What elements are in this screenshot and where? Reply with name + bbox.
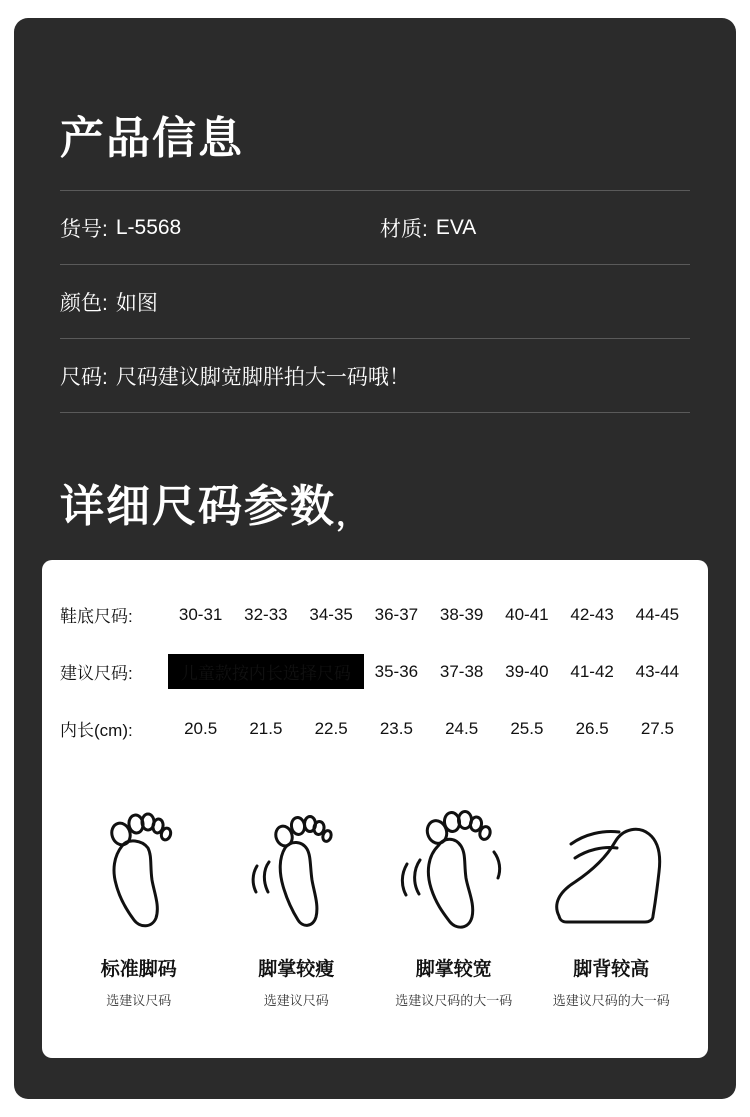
table-cell: 41-42 xyxy=(570,661,614,681)
table-cell: 27.5 xyxy=(640,718,674,738)
table-cell: 25.5 xyxy=(510,718,544,738)
table-cell: 39-40 xyxy=(505,661,549,681)
row-label: 内长(cm): xyxy=(60,721,133,740)
kid-size-note: 儿童款按内长选择尺码 xyxy=(168,654,364,689)
page-title: 产品信息 xyxy=(60,114,244,163)
foot-type-desc: 选建议尺码 xyxy=(106,993,172,1008)
info-cell-material xyxy=(380,213,476,243)
row-values xyxy=(168,605,690,625)
foot-type-desc: 选建议尺码 xyxy=(263,993,329,1008)
table-cell: 30-31 xyxy=(178,604,223,624)
table-cell: 24.5 xyxy=(445,718,479,738)
row-values xyxy=(168,719,690,739)
foot-type-list xyxy=(60,800,690,1009)
table-cell: 20.5 xyxy=(184,718,218,738)
info-value: 如图 xyxy=(115,291,158,315)
info-cell-item-no xyxy=(60,213,380,243)
size-table xyxy=(60,586,690,757)
info-label: 颜色: xyxy=(60,291,108,315)
info-label: 尺码: xyxy=(60,365,108,389)
info-row xyxy=(60,264,690,338)
title-comma: ， xyxy=(336,499,368,532)
foot-type-desc: 选建议尺码的大一码 xyxy=(552,993,670,1008)
table-row xyxy=(60,700,690,757)
foot-type-standard xyxy=(60,800,218,1009)
info-row xyxy=(60,190,690,264)
table-cell: 40-41 xyxy=(505,604,549,624)
foot-type-instep xyxy=(533,800,691,1009)
size-section-title-text: 详细尺码参数 xyxy=(60,482,336,531)
foot-type-wide xyxy=(375,800,533,1009)
info-cell-color xyxy=(60,287,380,317)
table-cell: 43-44 xyxy=(635,661,680,681)
footprint-standard-icon xyxy=(94,800,184,940)
table-cell: 35-36 xyxy=(374,661,419,681)
foot-instep-icon xyxy=(541,800,681,940)
table-cell: 42-43 xyxy=(570,604,614,624)
info-card xyxy=(14,18,736,1099)
foot-type-narrow xyxy=(218,800,376,1009)
info-value: EVA xyxy=(435,215,477,239)
foot-type-desc: 选建议尺码的大一码 xyxy=(395,993,513,1008)
table-cell: 22.5 xyxy=(314,718,348,738)
table-cell: 38-39 xyxy=(439,604,484,624)
table-cell: 32-33 xyxy=(244,604,288,624)
info-label: 货号: xyxy=(60,217,108,241)
table-cell: 34-35 xyxy=(309,604,353,624)
table-cell: 26.5 xyxy=(575,718,609,738)
row-label: 鞋底尺码: xyxy=(60,607,133,626)
info-value: L-5568 xyxy=(115,215,182,239)
info-value: 尺码建议脚宽脚胖拍大一码哦！ xyxy=(115,365,410,389)
table-cell: 37-38 xyxy=(439,661,484,681)
size-section-title xyxy=(60,470,368,534)
table-cell: 36-37 xyxy=(374,604,419,624)
row-values xyxy=(168,654,690,689)
table-row xyxy=(60,586,690,643)
kid-note-wrap xyxy=(168,654,364,689)
foot-type-name: 标准脚码 xyxy=(100,959,177,980)
product-info-table xyxy=(60,190,690,413)
table-cell: 23.5 xyxy=(379,718,413,738)
table-cell: 44-45 xyxy=(635,604,680,624)
row-label: 建议尺码: xyxy=(60,664,133,683)
footprint-wide-icon xyxy=(394,800,514,940)
size-chart-panel xyxy=(42,560,708,1058)
info-row xyxy=(60,338,690,413)
info-label: 材质: xyxy=(380,217,428,241)
foot-type-name: 脚背较高 xyxy=(573,959,650,980)
foot-type-name: 脚掌较宽 xyxy=(415,959,492,980)
info-cell-size xyxy=(60,361,410,391)
foot-type-name: 脚掌较瘦 xyxy=(258,959,335,980)
footprint-narrow-icon xyxy=(241,800,351,940)
table-row xyxy=(60,643,690,700)
table-cell: 21.5 xyxy=(249,718,283,738)
